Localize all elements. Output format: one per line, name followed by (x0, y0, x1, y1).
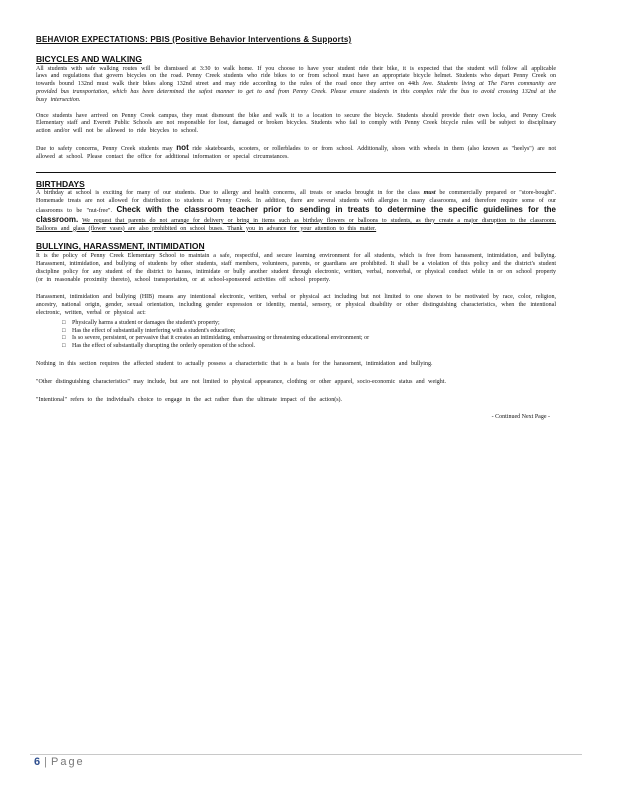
bullying-paragraph-5: "Intentional" refers to the individual's choice to engage in the act rather than the ultimate impact of the action(s). (36, 396, 343, 403)
bullet-icon: □ (62, 327, 66, 334)
bullet-icon: □ (62, 319, 66, 326)
page-content (36, 36, 556, 422)
birthdays-paragraph (36, 190, 556, 233)
section-divider (36, 172, 556, 173)
continued-next-page-note: - Continued Next Page - (491, 414, 550, 421)
birthdays-delivery-note: We request that parents do not arrange for delivery or bring in items such as birthday flowers or balloons to students, as they create a major disruption to the classroom. Balloons and glass (flower vases) are also prohibited on school buses. Thank you in advance for your attention to this matter. (36, 217, 556, 232)
list-item: □ Is so severe, persistent, or pervasive that it creates an intimidating, embarrassing or threatening educational environment; or (62, 335, 370, 342)
bicycles-safety-text-b: ride skateboards, scooters, or rollerblades to or from school. Additionally, shoes with wheels in them (also known as "heelys") are not allowed at school. Please contact the office for additional information or special circumstances. (36, 145, 557, 160)
list-item: □ Has the effect of substantially interfering with a student's education; (62, 327, 236, 334)
bullying-paragraph-1: It is the policy of Penny Creek Elementary School to maintain a safe, respectful, and secure learning environment for all students, which is free from harassment, intimidation, and bullying. Harassment, intimidation, and bullying of students by other students, staff members, volunteers, parents, or guardians are prohibited. It shall be a violation of this policy and the district's student discipline policy for any student of the district to harass, intimidate or bully another student through electronic, written, verbal, nonverbal, or physical conduct while in or on school property (or in reasonable proximity thereto), school transportation, or at school-sponsored activities off school property. (36, 253, 556, 283)
bullet-icon: □ (62, 343, 66, 350)
bullying-paragraph-4: "Other distinguishing characteristics" may include, but are not limited to physical appearance, clothing or other apparel, socio-economic status and weight. (36, 378, 446, 385)
bicycles-paragraph-3 (36, 144, 556, 162)
list-item: □ Has the effect of substantially disrupting the orderly operation of the school. (62, 343, 256, 350)
section-heading-birthdays: BIRTHDAYS (36, 178, 85, 189)
hib-acts-list (62, 320, 556, 351)
bicycles-safety-text-a: Due to safety concerns, Penny Creek students may (36, 145, 173, 152)
bicycles-rules-text: All students with safe walking routes will be dismissed at 3:30 to walk home. If you choose to have your student ride their bike, it is expected that the student will follow all applicable laws and regulations that govern bicycles on the road. Penny Creek students who ride bikes to or from school must have an appropriate bicycle helmet. Students who depart Penny Creek on towards bound 132nd must walk their bikes along 132nd street and may ride according to the rules of the road once they arrive on 44th Ave. (36, 65, 556, 88)
list-item: □ Physically harms a student or damages the student's property; (62, 319, 220, 326)
bullet-icon: □ (62, 335, 66, 342)
birthdays-text-b: be commercially prepared or "store-bought". Homemade treats are not allowed for distribution to students at Penny Creek. In addition, there are several students with allergies in many classrooms, and therefore require some of our classrooms to be "nut-free". (36, 190, 556, 214)
section-heading-bicycles: BICYCLES AND WALKING (36, 53, 142, 64)
birthdays-text-a: A birthday at school is exciting for many of our students. Due to allergy and health concerns, all treats or snacks brought in for the class (36, 190, 420, 197)
birthdays-check-teacher-note: Check with the classroom teacher prior to sending in treats to determine the specific guidelines for the classroom. (36, 204, 557, 224)
page-footer (34, 756, 85, 768)
page-title: BEHAVIOR EXPECTATIONS: PBIS (Positive Behavior Interventions & Supports) (36, 35, 352, 44)
footer-divider (30, 754, 582, 755)
bicycles-not-emphasis: not (176, 142, 189, 152)
birthdays-must-emphasis: must (423, 190, 436, 197)
footer-separator: | (44, 756, 47, 768)
section-heading-bullying: BULLYING, HARASSMENT, INTIMIDATION (36, 241, 205, 252)
bullying-paragraph-2: Harassment, intimidation and bullying (HIB) means any intentional electronic, written, verbal or physical act including but not limited to one shown to be motivated by race, color, religion, ancestry, national origin, gender, sexual orientation, including gender expression or identity, mental, sensory, or physical disability or other distinguishing characteristics, when the intentional electronic, written, verbal or physical act: (36, 294, 556, 316)
bullying-paragraph-3: Nothing in this section requires the affected student to actually possess a characteristic that is a basis for the harassment, intimidation and bullying. (36, 360, 433, 367)
page-label: Page (50, 756, 85, 768)
bicycles-farm-note: Students living at The Farm community are provided bus transportation, which has been determined the safest manner to get to and from Penny Creek. Please ensure students in this complex ride the bus to avoid crossing 132nd at the busy intersection. (36, 81, 557, 103)
page-number: 6 (34, 756, 41, 768)
bicycles-paragraph-1 (36, 66, 556, 105)
bicycles-paragraph-2: Once students have arrived on Penny Creek campus, they must dismount the bike and walk it to a location to secure the bicycle. Students should provide their own locks, and Penny Creek Elementary staff and Everett Public Schools are not responsible for lost, damaged or broken bicycles. Students who fail to comply with Penny Creek bicycle rules will be subject to disciplinary action and/or will not be allowed to ride bicycles to school. (36, 112, 556, 135)
